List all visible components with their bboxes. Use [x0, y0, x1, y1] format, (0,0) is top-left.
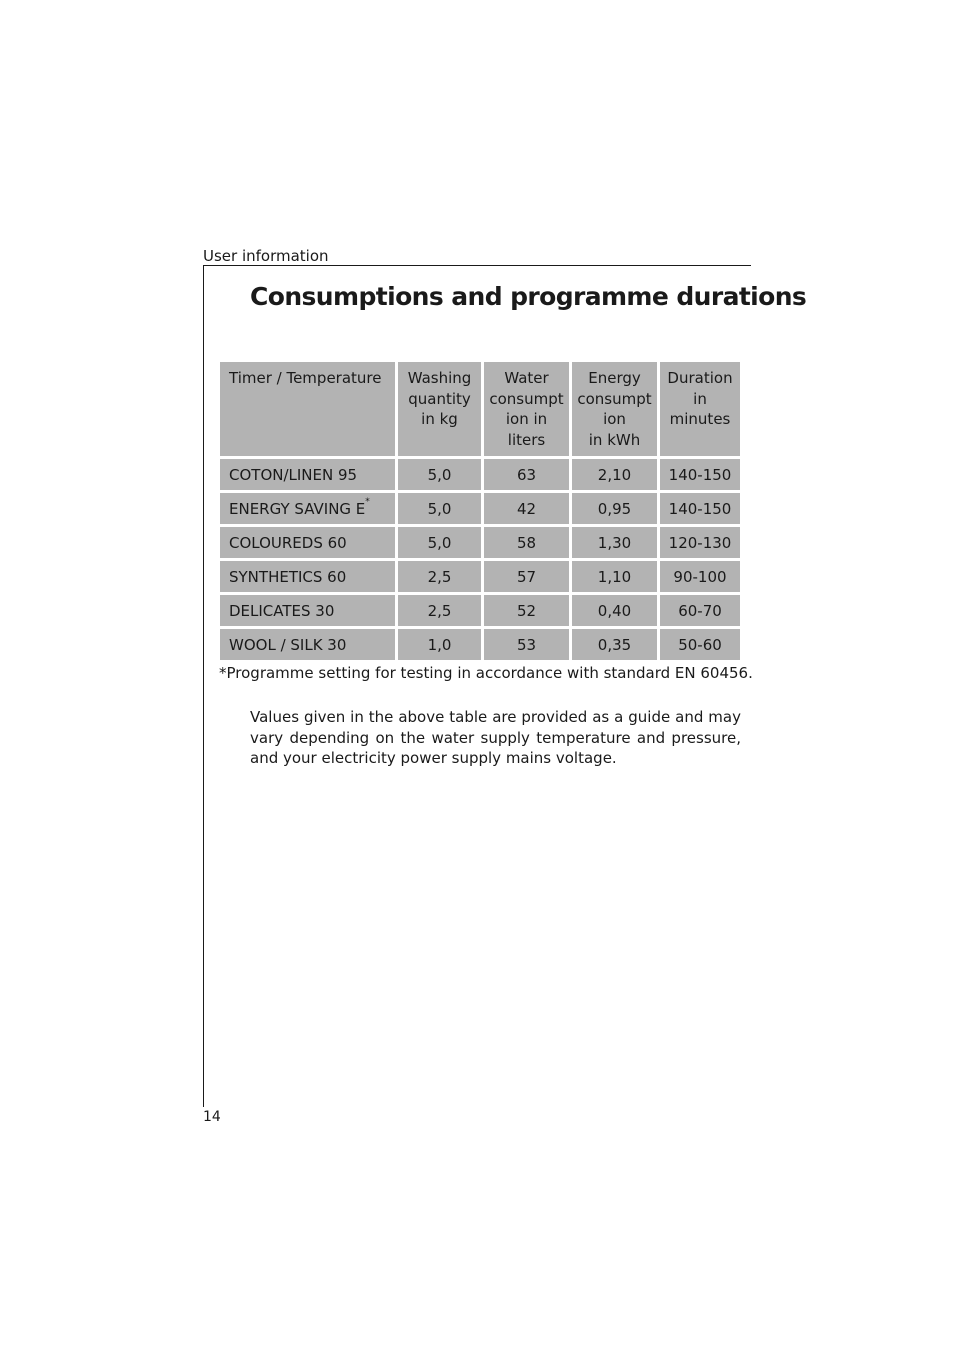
energy-cell: 0,95: [572, 493, 657, 524]
water-cell: 57: [484, 561, 569, 592]
duration-cell: 90-100: [660, 561, 740, 592]
header-rule: [203, 265, 751, 266]
quantity-cell: 5,0: [398, 493, 481, 524]
column-header: Duration in minutes: [660, 362, 740, 456]
programme-cell: [220, 459, 395, 490]
quantity-cell: 1,0: [398, 629, 481, 660]
water-cell: 42: [484, 493, 569, 524]
water-cell: 53: [484, 629, 569, 660]
table-header-row: [220, 362, 740, 456]
consumption-table: [217, 359, 743, 663]
section-header: User information: [203, 247, 329, 265]
water-cell: 58: [484, 527, 569, 558]
programme-label: COTON/LINEN 95: [229, 465, 358, 484]
programme-cell: [220, 493, 395, 524]
duration-cell: 50-60: [660, 629, 740, 660]
footnote: *Programme setting for testing in accordance with standard EN 60456.: [219, 664, 753, 682]
column-header: Timer / Temperature: [220, 362, 395, 456]
footnote-marker: *: [365, 496, 370, 507]
duration-cell: 60-70: [660, 595, 740, 626]
page-title: Consumptions and programme durations: [250, 282, 807, 311]
energy-cell: 1,30: [572, 527, 657, 558]
table-row: [220, 629, 740, 660]
table-row: [220, 595, 740, 626]
programme-label: ENERGY SAVING E: [229, 499, 366, 518]
column-header: Energy consumpt ion in kWh: [572, 362, 657, 456]
table-row: [220, 527, 740, 558]
energy-cell: 1,10: [572, 561, 657, 592]
programme-label: SYNTHETICS 60: [229, 567, 347, 586]
table-body: [220, 459, 740, 660]
column-header: Washing quantity in kg: [398, 362, 481, 456]
guidance-note: Values given in the above table are provided as a guide and may vary depending on the water supply temperature and pressure, and your electricity power supply mains voltage.: [250, 708, 741, 767]
programme-label: WOOL / SILK 30: [229, 635, 347, 654]
programme-cell: [220, 561, 395, 592]
water-cell: 52: [484, 595, 569, 626]
margin-rule: [203, 265, 204, 1107]
table-row: [220, 493, 740, 524]
programme-label: COLOUREDS 60: [229, 533, 347, 552]
quantity-cell: 2,5: [398, 561, 481, 592]
duration-cell: 140-150: [660, 493, 740, 524]
energy-cell: 0,40: [572, 595, 657, 626]
table-row: [220, 561, 740, 592]
quantity-cell: 5,0: [398, 527, 481, 558]
water-cell: 63: [484, 459, 569, 490]
duration-cell: 120-130: [660, 527, 740, 558]
programme-cell: [220, 527, 395, 558]
quantity-cell: 5,0: [398, 459, 481, 490]
energy-cell: 2,10: [572, 459, 657, 490]
programme-cell: [220, 595, 395, 626]
column-header: Water consumpt ion in liters: [484, 362, 569, 456]
duration-cell: 140-150: [660, 459, 740, 490]
programme-label: DELICATES 30: [229, 601, 335, 620]
energy-cell: 0,35: [572, 629, 657, 660]
page-number: 14: [203, 1109, 221, 1125]
programme-cell: [220, 629, 395, 660]
quantity-cell: 2,5: [398, 595, 481, 626]
table-row: [220, 459, 740, 490]
